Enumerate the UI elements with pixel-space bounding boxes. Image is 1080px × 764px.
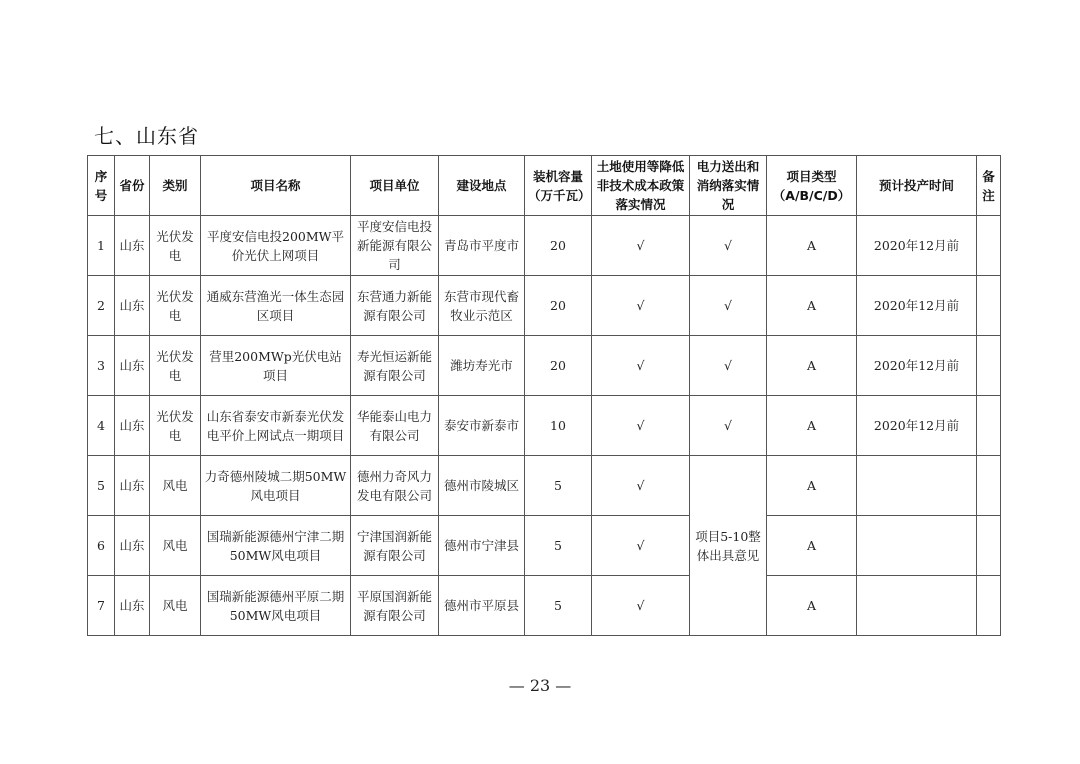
cell-project-name: 力奇德州陵城二期50MW风电项目 — [201, 456, 351, 516]
cell-location: 德州市宁津县 — [439, 516, 525, 576]
cell-operation-time: 2020年12月前 — [857, 336, 977, 396]
cell-project-unit: 东营通力新能源有限公司 — [351, 276, 439, 336]
cell-location: 青岛市平度市 — [439, 216, 525, 276]
cell-province: 山东 — [115, 216, 150, 276]
header-seq: 序号 — [88, 156, 115, 216]
cell-note — [977, 276, 1001, 336]
table-row — [88, 216, 1001, 276]
cell-province: 山东 — [115, 576, 150, 636]
cell-seq: 4 — [88, 396, 115, 456]
project-table — [87, 155, 1001, 636]
cell-seq: 3 — [88, 336, 115, 396]
cell-category: 光伏发电 — [150, 276, 201, 336]
cell-land-policy: √ — [592, 276, 690, 336]
cell-capacity: 5 — [525, 576, 592, 636]
cell-land-policy: √ — [592, 336, 690, 396]
table-row — [88, 396, 1001, 456]
cell-seq: 7 — [88, 576, 115, 636]
merged-power-delivery-note: 项目5-10整体出具意见 — [690, 456, 767, 636]
cell-project-unit: 寿光恒运新能源有限公司 — [351, 336, 439, 396]
cell-note — [977, 516, 1001, 576]
cell-location: 德州市平原县 — [439, 576, 525, 636]
cell-category: 风电 — [150, 576, 201, 636]
cell-category: 风电 — [150, 516, 201, 576]
cell-project-unit: 宁津国润新能源有限公司 — [351, 516, 439, 576]
cell-project-type: A — [767, 336, 857, 396]
cell-category: 风电 — [150, 456, 201, 516]
cell-seq: 1 — [88, 216, 115, 276]
page-number: — 23 — — [508, 676, 572, 695]
header-type: 项目类型（A/B/C/D） — [767, 156, 857, 216]
cell-seq: 5 — [88, 456, 115, 516]
cell-land-policy: √ — [592, 456, 690, 516]
cell-province: 山东 — [115, 336, 150, 396]
cell-province: 山东 — [115, 456, 150, 516]
cell-capacity: 20 — [525, 336, 592, 396]
cell-seq: 2 — [88, 276, 115, 336]
cell-project-unit: 平原国润新能源有限公司 — [351, 576, 439, 636]
cell-capacity: 5 — [525, 516, 592, 576]
cell-note — [977, 576, 1001, 636]
header-unit: 项目单位 — [351, 156, 439, 216]
cell-category: 光伏发电 — [150, 396, 201, 456]
cell-power-delivery: √ — [690, 276, 767, 336]
cell-province: 山东 — [115, 276, 150, 336]
cell-capacity: 20 — [525, 216, 592, 276]
cell-note — [977, 216, 1001, 276]
header-name: 项目名称 — [201, 156, 351, 216]
cell-project-name: 国瑞新能源德州宁津二期50MW风电项目 — [201, 516, 351, 576]
table-row — [88, 576, 1001, 636]
cell-project-unit: 德州力奇风力发电有限公司 — [351, 456, 439, 516]
cell-power-delivery: √ — [690, 216, 767, 276]
cell-power-delivery: √ — [690, 336, 767, 396]
cell-province: 山东 — [115, 396, 150, 456]
cell-capacity: 10 — [525, 396, 592, 456]
cell-operation-time: 2020年12月前 — [857, 216, 977, 276]
section-title: 七、山东省 — [94, 124, 199, 148]
cell-location: 德州市陵城区 — [439, 456, 525, 516]
cell-project-type: A — [767, 276, 857, 336]
cell-operation-time: 2020年12月前 — [857, 396, 977, 456]
cell-operation-time — [857, 516, 977, 576]
cell-project-unit: 华能泰山电力有限公司 — [351, 396, 439, 456]
cell-land-policy: √ — [592, 516, 690, 576]
header-location: 建设地点 — [439, 156, 525, 216]
table-header-row — [88, 156, 1001, 216]
header-category: 类别 — [150, 156, 201, 216]
table-row — [88, 336, 1001, 396]
cell-operation-time — [857, 576, 977, 636]
cell-category: 光伏发电 — [150, 216, 201, 276]
header-province: 省份 — [115, 156, 150, 216]
cell-land-policy: √ — [592, 216, 690, 276]
cell-operation-time — [857, 456, 977, 516]
cell-project-name: 通威东营渔光一体生态园区项目 — [201, 276, 351, 336]
cell-project-name: 营里200MWp光伏电站项目 — [201, 336, 351, 396]
cell-project-type: A — [767, 396, 857, 456]
cell-province: 山东 — [115, 516, 150, 576]
cell-note — [977, 456, 1001, 516]
cell-land-policy: √ — [592, 396, 690, 456]
header-capacity: 装机容量（万千瓦） — [525, 156, 592, 216]
cell-category: 光伏发电 — [150, 336, 201, 396]
cell-project-name: 国瑞新能源德州平原二期50MW风电项目 — [201, 576, 351, 636]
cell-project-type: A — [767, 576, 857, 636]
cell-note — [977, 336, 1001, 396]
cell-project-name: 平度安信电投200MW平价光伏上网项目 — [201, 216, 351, 276]
cell-power-delivery: √ — [690, 396, 767, 456]
cell-project-unit: 平度安信电投新能源有限公司 — [351, 216, 439, 276]
cell-location: 泰安市新泰市 — [439, 396, 525, 456]
cell-location: 潍坊寿光市 — [439, 336, 525, 396]
cell-project-type: A — [767, 216, 857, 276]
cell-note — [977, 396, 1001, 456]
header-power: 电力送出和消纳落实情况 — [690, 156, 767, 216]
header-note: 备注 — [977, 156, 1001, 216]
table-row — [88, 516, 1001, 576]
table-row — [88, 456, 1001, 516]
cell-capacity: 5 — [525, 456, 592, 516]
header-time: 预计投产时间 — [857, 156, 977, 216]
cell-seq: 6 — [88, 516, 115, 576]
cell-capacity: 20 — [525, 276, 592, 336]
header-land: 土地使用等降低非技术成本政策落实情况 — [592, 156, 690, 216]
cell-project-name: 山东省泰安市新泰光伏发电平价上网试点一期项目 — [201, 396, 351, 456]
table-row — [88, 276, 1001, 336]
cell-land-policy: √ — [592, 576, 690, 636]
cell-operation-time: 2020年12月前 — [857, 276, 977, 336]
cell-project-type: A — [767, 456, 857, 516]
cell-project-type: A — [767, 516, 857, 576]
cell-location: 东营市现代畜牧业示范区 — [439, 276, 525, 336]
